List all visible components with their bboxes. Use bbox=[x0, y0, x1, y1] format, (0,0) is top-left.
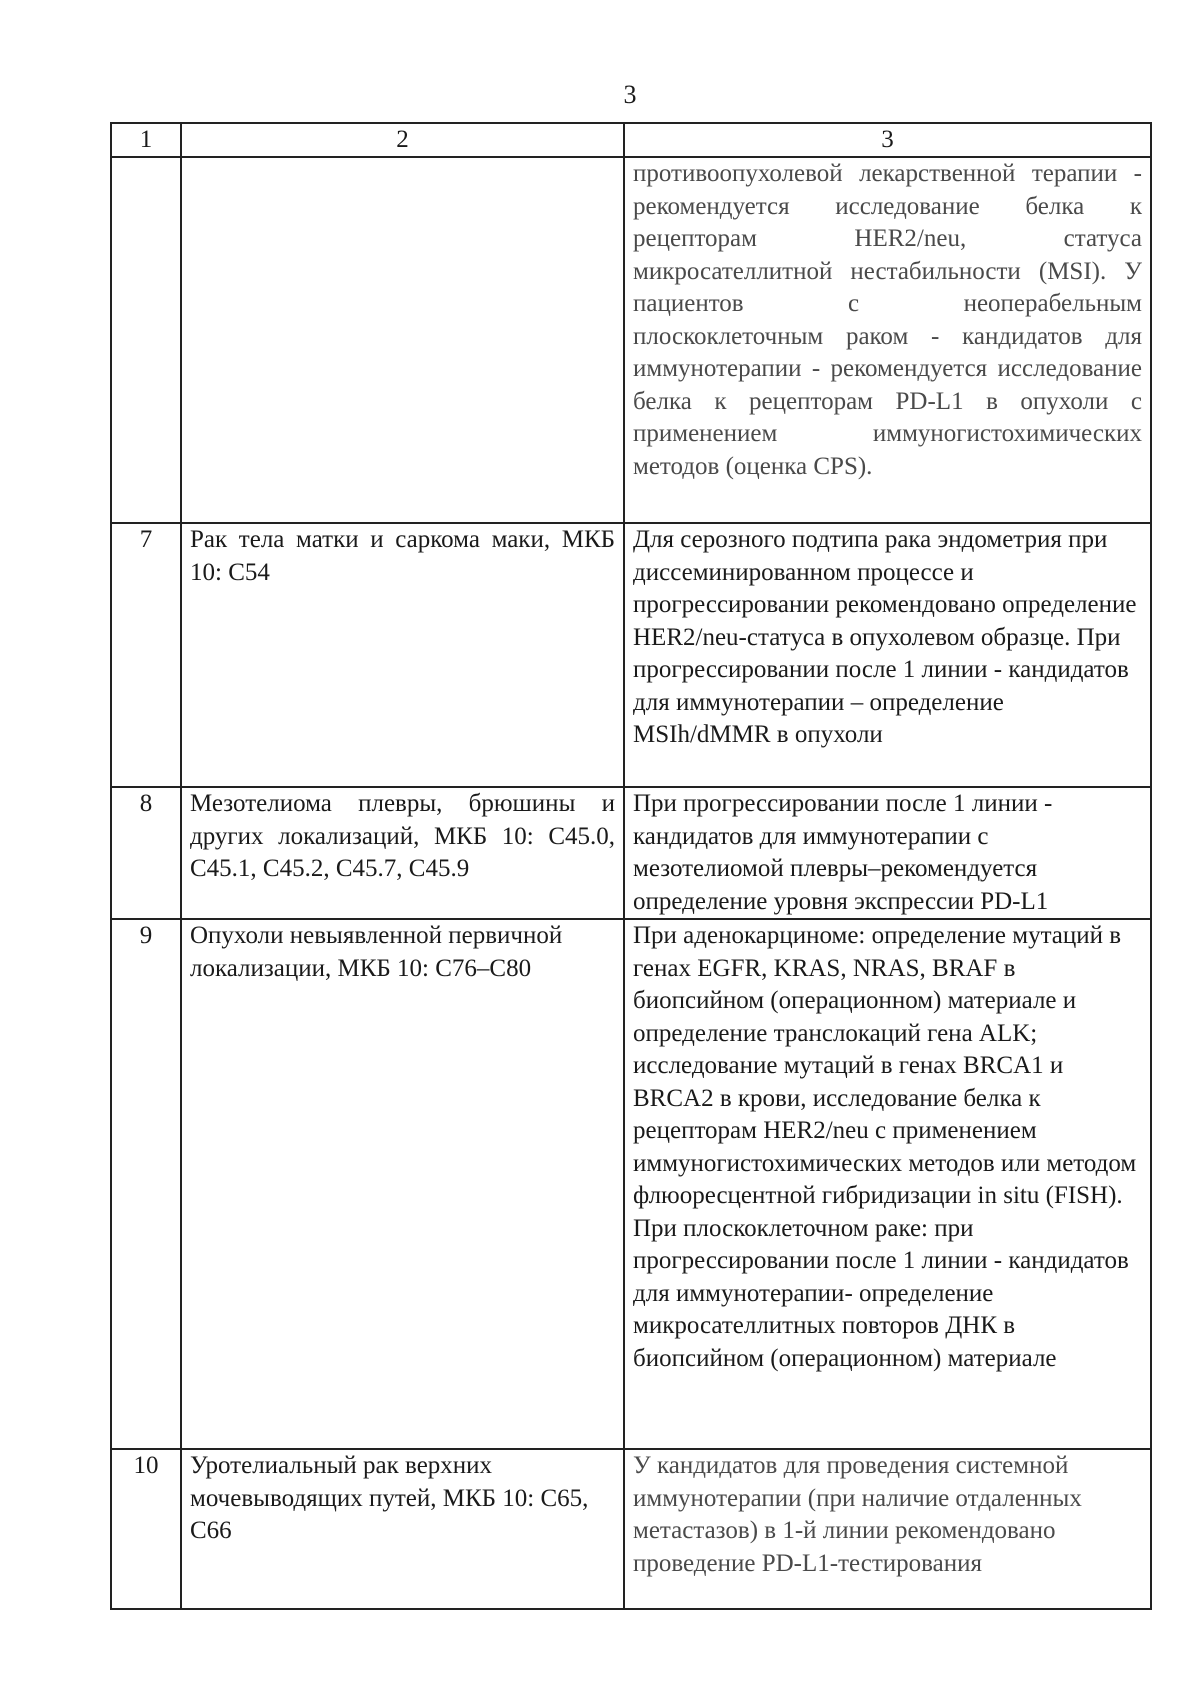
diagnosis-cell: Уротелиальный рак верхних мочевыводящих путей, МКБ 10: C65, C66 bbox=[181, 1449, 624, 1609]
recommendation-cell: Для серозного подтипа рака эндометрия при диссеминированном процессе и прогрессировании рекомендовано определение HER2/neu-статуса в опухолевом образце. При прогрессировании после 1 линии - кандидатов для иммунотерапии – определение MSIh/dMMR в опухоли bbox=[624, 523, 1151, 787]
diagnosis-cell: Мезотелиома плевры, брюшины и других локализаций, МКБ 10: C45.0, C45.1, C45.2, C45.7, C45.9 bbox=[181, 787, 624, 919]
table-header-row bbox=[111, 123, 1151, 157]
recommendation-cell: При прогрессировании после 1 линии - кандидатов для иммунотерапии с мезотелиомой плевры–рекомендуется определение уровня экспрессии PD-L1 bbox=[624, 787, 1151, 919]
diagnosis-cell bbox=[181, 157, 624, 523]
table-row-9 bbox=[111, 919, 1151, 1449]
recommendation-cell bbox=[624, 919, 1151, 1449]
recommendation-cell: противоопухолевой лекарственной терапии - рекомендуется исследование белка к рецепторам HER2/neu, статуса микросателлитной нестабильности (MSI). У пациентов с неоперабельным плоскоклеточным раком - кандидатов для иммунотерапии - рекомендуется исследование белка к рецепторам PD-L1 в опухоли с применением иммуногистохимических методов (оценка CPS). bbox=[624, 157, 1151, 523]
column-header-2: 2 bbox=[181, 123, 624, 157]
table-row-7 bbox=[111, 523, 1151, 787]
table-row-10 bbox=[111, 1449, 1151, 1609]
diagnostics-table bbox=[110, 122, 1152, 1610]
column-header-3: 3 bbox=[624, 123, 1151, 157]
diagnosis-cell: Опухоли невыявленной первичной локализации, МКБ 10: C76–C80 bbox=[181, 919, 624, 1449]
page-number: 3 bbox=[623, 80, 637, 109]
row-number-cell: 10 bbox=[111, 1449, 181, 1609]
diagnosis-cell: Рак тела матки и саркома маки, МКБ 10: C54 bbox=[181, 523, 624, 787]
row-number-cell: 8 bbox=[111, 787, 181, 919]
table-row-8 bbox=[111, 787, 1151, 919]
row-number-cell: 9 bbox=[111, 919, 181, 1449]
row-number-cell: 7 bbox=[111, 523, 181, 787]
row-number-cell bbox=[111, 157, 181, 523]
column-header-1: 1 bbox=[111, 123, 181, 157]
recommendation-cell: У кандидатов для проведения системной иммунотерапии (при наличие отдаленных метастазов) в 1-й линии рекомендовано проведение PD-L1-тестирования bbox=[624, 1449, 1151, 1609]
recommendation-squamous: При плоскоклеточном раке: при прогрессировании после 1 линии - кандидатов для иммунотерапии- определение микросателлитных повторов ДНК в биопсийном (операционном) материале bbox=[633, 1214, 1129, 1372]
recommendation-adenocarcinoma: При аденокарциноме: определение мутаций в генах EGFR, KRAS, NRAS, BRAF в биопсийном (операционном) материале и определение транслокаций гена ALK; исследование мутаций в генах BRCA1 и BRCA2 в крови, исследование белка к рецепторам HER2/neu с применением иммуногистохимических методов или методом флюоресцентной гибридизации in situ (FISH). bbox=[633, 922, 1137, 1209]
table-row-continuation bbox=[111, 157, 1151, 523]
